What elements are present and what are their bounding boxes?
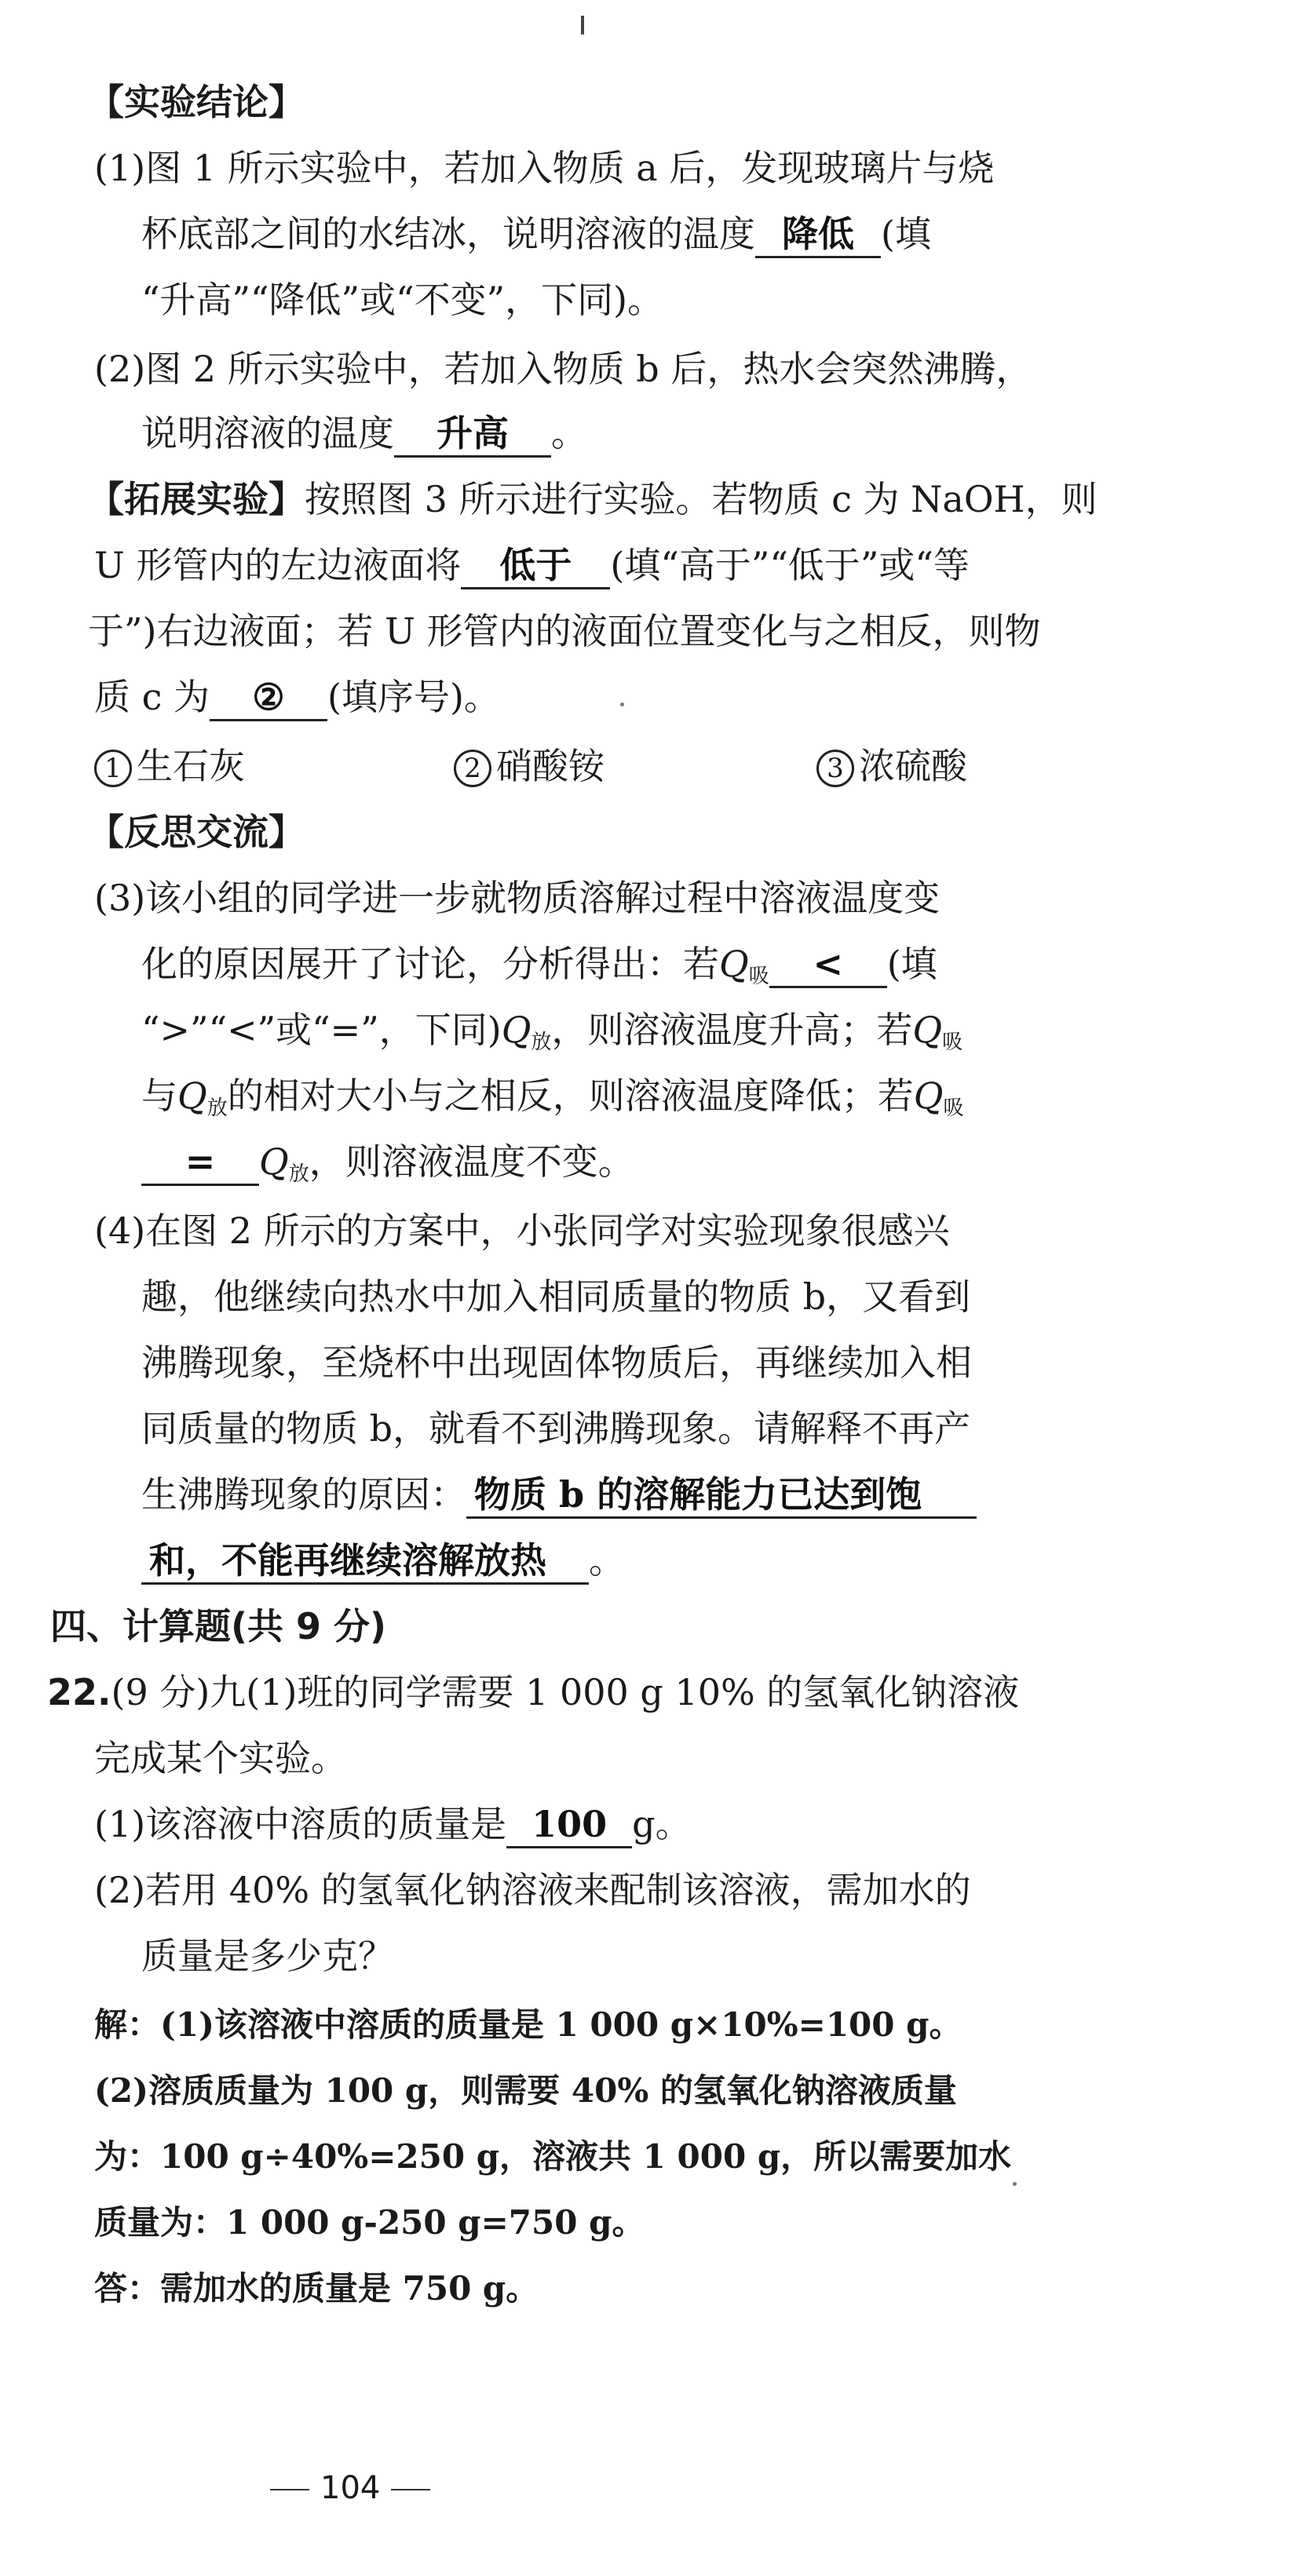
solution-line: 质量为：1 000 g-250 g=750 g。 (94, 2203, 645, 2242)
question-4-line (141, 1537, 625, 1585)
option-1 (94, 743, 245, 790)
text: 化的原因展开了讨论，分析得出：若 (141, 943, 719, 985)
handwritten-answer: 降低 (782, 213, 854, 255)
solution-line: 答：需加水的质量是 750 g。 (94, 2269, 539, 2308)
q-symbol: Q (501, 1009, 531, 1051)
subscript: 放 (288, 1162, 309, 1186)
question-4-line: 沸腾现象，至烧杯中出现固体物质后，再继续加入相 (141, 1341, 972, 1384)
handwritten-answer: 100 (531, 1803, 608, 1845)
part-2-line: 质量是多少克？ (141, 1935, 394, 1977)
subscript: 放 (206, 1096, 228, 1120)
text: 生沸腾现象的原因： (141, 1473, 466, 1516)
footer-dash (270, 2489, 309, 2490)
text: g。 (632, 1803, 692, 1845)
extension-line (94, 673, 500, 721)
option-number: 1 (94, 750, 132, 787)
text: (9 分)九(1)班的同学需要 1 000 g 10% 的氢氧化钠溶液 (111, 1671, 1020, 1713)
answer-blank (466, 1472, 977, 1519)
section-heading-conclusion: 【实验结论】 (88, 81, 305, 123)
option-text: 硝酸铵 (496, 745, 604, 787)
solution-line: (2)溶质质量为 100 g，则需要 40% 的氢氧化钠溶液质量 (94, 2071, 957, 2110)
subscript: 吸 (943, 1096, 964, 1120)
option-text: 浓硫酸 (859, 745, 967, 787)
answer-blank (769, 942, 887, 988)
text: 质 c 为 (94, 676, 210, 718)
section-heading-reflection: 【反思交流】 (88, 811, 305, 853)
extension-line (94, 542, 970, 589)
option-number: 2 (454, 750, 491, 787)
text: “>”“<”或“=”，下同) (141, 1009, 502, 1051)
question-3-line: (3)该小组的同学进一步就物质溶解过程中溶液温度变 (94, 877, 941, 919)
extension-line (88, 476, 1098, 523)
handwritten-answer: 和，不能再继续溶解放热 (149, 1539, 546, 1582)
crop-mark (581, 16, 584, 35)
part-1-line (94, 1801, 692, 1848)
text: (填 (886, 943, 937, 985)
question-3-line (141, 1072, 963, 1132)
text: (填 (881, 213, 931, 255)
text: 与 (141, 1075, 177, 1117)
handwritten-answer: 升高 (436, 412, 509, 454)
q-symbol: Q (912, 1009, 943, 1051)
answer-blank (506, 1802, 632, 1848)
text: 。 (551, 412, 587, 454)
answer-blank (210, 675, 327, 721)
handwritten-answer: = (184, 1140, 216, 1183)
text: (填“高于”“低于”或“等 (610, 544, 970, 586)
solution-line: 解：(1)该溶液中溶质的质量是 1 000 g×10%=100 g。 (94, 2005, 962, 2044)
question-4-line (141, 1471, 977, 1519)
speck (1013, 2182, 1017, 2186)
question-4-line: 趣，他继续向热水中加入相同质量的物质 b，又看到 (141, 1275, 971, 1318)
solution-line: 为：100 g÷40%=250 g，溶液共 1 000 g，所以需要加水 (94, 2137, 1012, 2176)
q-symbol: Q (259, 1140, 289, 1183)
page-number: 104 (320, 2470, 381, 2506)
question-2-line: (2)图 2 所示实验中，若加入物质 b 后，热水会突然沸腾， (94, 348, 1032, 390)
text: ，则溶液温度升高；若 (551, 1009, 913, 1051)
subscript: 放 (531, 1031, 552, 1054)
question-22-line: 完成某个实验。 (94, 1737, 347, 1779)
q-symbol: Q (177, 1075, 207, 1117)
text: 说明溶液的温度 (141, 412, 394, 454)
text: U 形管内的左边液面将 (94, 544, 462, 586)
text: (1)该溶液中溶质的质量是 (94, 1803, 507, 1845)
question-4-line: 同质量的物质 b，就看不到沸腾现象。请解释不再产 (141, 1407, 971, 1450)
question-1-line: “升高”“降低”或“不变”，下同)。 (141, 279, 664, 321)
question-2-line (141, 410, 587, 458)
speck (620, 702, 624, 706)
subscript: 吸 (748, 965, 769, 988)
text: ，则溶液温度不变。 (309, 1140, 634, 1183)
question-1-line (141, 210, 931, 258)
answer-blank (141, 1538, 589, 1585)
footer-dash (391, 2489, 430, 2490)
question-4-line: (4)在图 2 所示的方案中，小张同学对实验现象很感兴 (94, 1210, 950, 1252)
section-heading-extension: 【拓展实验】 (88, 478, 305, 520)
handwritten-answer: 物质 b 的溶解能力已达到饱 (474, 1473, 922, 1516)
question-3-line (141, 940, 937, 1000)
answer-blank (394, 411, 551, 458)
text: 的相对大小与之相反，则溶液温度降低；若 (227, 1075, 914, 1117)
question-number: 22. (47, 1671, 111, 1713)
question-3-line (141, 1006, 962, 1066)
option-2 (454, 743, 604, 790)
answer-blank (461, 543, 610, 589)
handwritten-answer: 低于 (499, 544, 572, 586)
q-symbol: Q (913, 1075, 944, 1117)
option-text: 生石灰 (137, 745, 245, 787)
option-3 (816, 743, 967, 790)
extension-line: 于”)右边液面；若 U 形管内的液面位置变化与之相反，则物 (88, 610, 1041, 652)
handwritten-answer: ② (252, 676, 285, 718)
q-symbol: Q (719, 943, 749, 985)
answer-blank (141, 1140, 259, 1186)
section-heading-calculation: 四、计算题(共 9 分) (50, 1605, 387, 1647)
handwritten-answer: < (813, 943, 843, 985)
text: (填序号)。 (327, 676, 500, 718)
question-1-line: (1)图 1 所示实验中，若加入物质 a 后，发现玻璃片与烧 (94, 147, 995, 189)
answer-blank (755, 212, 881, 258)
text: 按照图 3 所示进行实验。若物质 c 为 NaOH，则 (305, 478, 1098, 520)
question-3-line (141, 1138, 634, 1198)
part-2-line: (2)若用 40% 的氢氧化钠溶液来配制该溶液，需加水的 (94, 1869, 971, 1911)
question-22-line (47, 1669, 1019, 1716)
subscript: 吸 (942, 1031, 963, 1054)
text: 杯底部之间的水结冰，说明溶液的温度 (141, 213, 755, 255)
text: 。 (589, 1539, 625, 1582)
option-number: 3 (816, 750, 854, 787)
page-footer (259, 2465, 441, 2512)
